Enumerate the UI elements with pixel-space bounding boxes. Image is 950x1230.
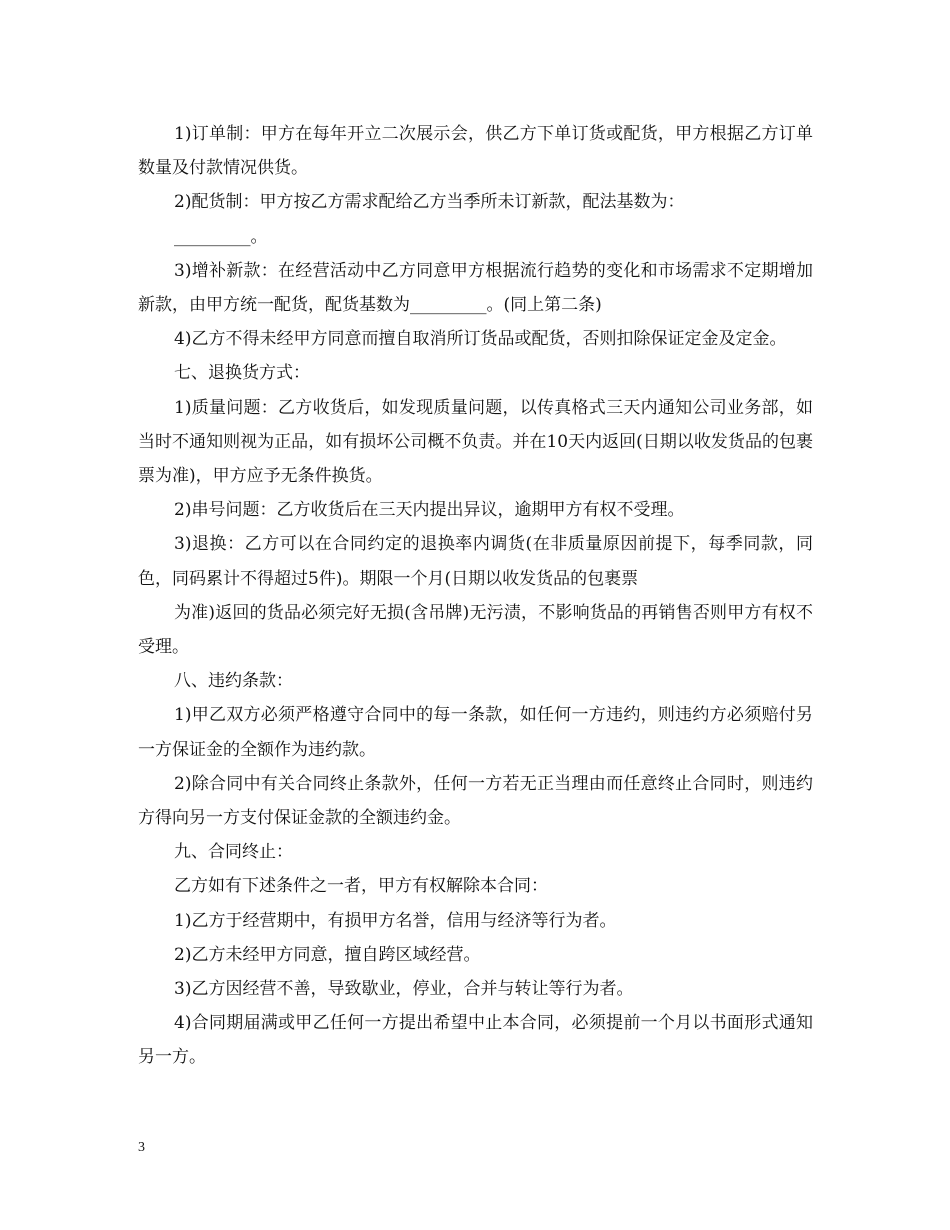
paragraph-serial-issues: 2)串号问题：乙方收货后在三天内提出异议，逾期甲方有权不受理。 — [174, 500, 685, 521]
paragraph-termination-3: 3)乙方因经营不善，导致歇业，停业，合并与转让等行为者。 — [174, 979, 634, 1000]
paragraph-exchange-continued: 为准)返回的货品必须完好无损(含吊牌)无污渍，不影响货品的再销售否则甲方有权不受理。 — [138, 602, 813, 658]
paragraph-allocation-system: 2)配货制：甲方按乙方需求配给乙方当季所未订新款，配法基数为： — [174, 192, 685, 213]
paragraph-cancellation: 4)乙方不得未经甲方同意而擅自取消所订货品或配货，否则扣除保证定金及定金。 — [174, 329, 787, 350]
paragraph-new-styles: 3)增补新款：在经营活动中乙方同意甲方根据流行趋势的变化和市场需求不定期增加新款，由甲方统一配货，配货基数为_________。(同上第二条) — [138, 260, 813, 316]
page-number: 3 — [138, 1140, 145, 1155]
paragraph-order-system: 1)订单制：甲方在每年开立二次展示会，供乙方下单订货或配货，甲方根据乙方订单数量及付款情况供货。 — [138, 124, 813, 179]
paragraph-termination-4: 4)合同期届满或甲乙任何一方提出希望中止本合同，必须提前一个月以书面形式通知另一方。 — [138, 1013, 813, 1068]
section-heading-breach: 八、违约条款： — [174, 671, 293, 692]
paragraph-termination-2: 2)乙方未经甲方同意，擅自跨区域经营。 — [174, 944, 481, 965]
paragraph-termination-intro: 乙方如有下述条件之一者，甲方有权解除本合同： — [174, 876, 548, 897]
section-heading-termination: 九、合同终止： — [174, 842, 293, 863]
paragraph-breach-1: 1)甲乙双方必须严格遵守合同中的每一条款，如任何一方违约，则违约方必须赔付另一方保证金的全额作为违约款。 — [138, 705, 813, 760]
paragraph-breach-2: 2)除合同中有关合同终止条款外，任何一方若无正当理由而任意终止合同时，则违约方得向另一方支付保证金款的全额违约金。 — [138, 773, 813, 829]
paragraph-termination-1: 1)乙方于经营期中，有损甲方名誉，信用与经济等行为者。 — [174, 910, 617, 931]
section-heading-returns: 七、退换货方式： — [174, 363, 310, 384]
paragraph-exchange: 3)退换：乙方可以在合同约定的退换率内调货(在非质量原因前提下，每季同款，同色，同码累计不得超过5件)。期限一个月(日期以收发货品的包裹票 — [138, 534, 813, 589]
body-text — [138, 117, 813, 1075]
paragraph-quality-issues: 1)质量问题：乙方收货后，如发现质量问题，以传真格式三天内通知公司业务部，如当时不通知则视为正品，如有损坏公司概不负责。并在10天内返回(日期以收发货品的包裹票为准)，甲方应予无条件换货。 — [138, 397, 813, 487]
paragraph-allocation-blank: _________。 — [174, 226, 268, 247]
